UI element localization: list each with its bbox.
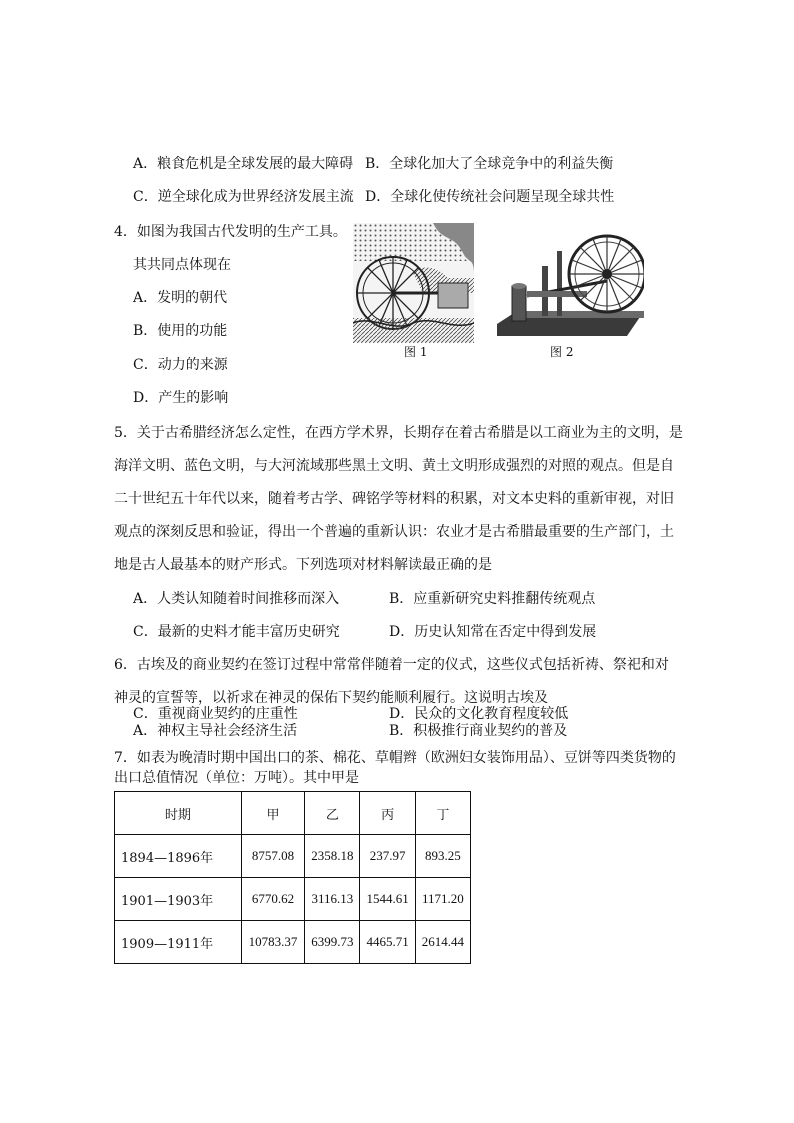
q4-option-b: B．使用的功能: [133, 323, 228, 339]
q5-stem-line-4: 观点的深刻反思和验证，得出一个普遍的重新认识：农业才是古希腊最重要的生产部门，土: [114, 524, 674, 540]
q6-option-b: B．积极推行商业契约的普及: [389, 723, 568, 739]
q3-option-b: B．全球化加大了全球竞争中的利益失衡: [365, 156, 614, 172]
q6-stem-line-2: 神灵的宣誓等，以祈求在神灵的保佑下契约能顺利履行。这说明古埃及: [114, 690, 548, 706]
q5-stem-line-2: 海洋文明、蓝色文明，与大河流域那些黑土文明、黄土文明形成强烈的对照的观点。但是自: [114, 458, 674, 474]
q5-option-a: A．人类认知随着时间推移而深入: [133, 591, 340, 607]
q5-option-b: B．应重新研究史料推翻传统观点: [389, 591, 596, 607]
table-cell: 6399.73: [305, 921, 360, 964]
figure-2-waterwheel-model: [497, 226, 644, 336]
q3-option-a: A．粮食危机是全球发展的最大障碍: [133, 156, 354, 172]
q5-option-c: C．最新的史料才能丰富历史研究: [133, 624, 340, 640]
table-cell: 10783.37: [241, 921, 305, 964]
table-cell: 2358.18: [305, 835, 360, 878]
q4-option-c: C．动力的来源: [133, 357, 228, 373]
table-row: [115, 878, 471, 921]
q6-option-d: D．民众的文化教育程度较低: [389, 706, 569, 722]
table-cell: 893.25: [415, 835, 470, 878]
table-cell: 3116.13: [305, 878, 360, 921]
table-cell: 4465.71: [360, 921, 415, 964]
table-cell: 1171.20: [415, 878, 470, 921]
q4-stem: 4．如图为我国古代发明的生产工具。: [114, 224, 347, 240]
q4-option-a: A．发明的朝代: [133, 290, 228, 306]
table-row: [115, 921, 471, 964]
table-header-cell: 时期: [115, 792, 242, 835]
q6-option-a: A．神权主导社会经济生活: [133, 723, 298, 739]
q3-option-d: D．全球化使传统社会问题呈现全球共性: [365, 189, 615, 205]
table-cell: 8757.08: [241, 835, 305, 878]
table-header-cell: 乙: [305, 792, 360, 835]
table-cell: 6770.62: [241, 878, 305, 921]
q7-stem-line-1: 7．如表为晚清时期中国出口的茶、棉花、草帽辫（欧洲妇女装饰用品）、豆饼等四类货物的: [114, 750, 676, 766]
q5-option-d: D．历史认知常在否定中得到发展: [389, 624, 597, 640]
q6-option-c: C．重视商业契约的庄重性: [133, 706, 298, 722]
table-cell: 1901—1903年: [115, 878, 242, 921]
q5-stem-line-3: 二十世纪五十年代以来，随着考古学、碑铭学等材料的积累，对文本史料的重新审视，对旧: [114, 491, 674, 507]
q6-stem-line-1: 6．古埃及的商业契约在签订过程中常常伴随着一定的仪式，这些仪式包括祈祷、祭祀和对: [114, 657, 669, 673]
table-cell: 237.97: [360, 835, 415, 878]
figure-1-waterwheel-engraving: [353, 223, 474, 343]
q7-export-table: [114, 791, 471, 964]
q4-option-d: D．产生的影响: [133, 390, 229, 406]
q4-stem-continued: 其共同点体现在: [133, 257, 231, 273]
table-header-cell: 甲: [241, 792, 305, 835]
table-header-cell: 丁: [415, 792, 470, 835]
table-header-row: [115, 792, 471, 835]
table-cell: 1909—1911年: [115, 921, 242, 964]
q3-option-c: C．逆全球化成为世界经济发展主流: [133, 189, 354, 205]
figure-1-caption: 图 1: [404, 345, 428, 359]
table-cell: 1544.61: [360, 878, 415, 921]
table-cell: 2614.44: [415, 921, 470, 964]
table-cell: 1894—1896年: [115, 835, 242, 878]
q5-stem-line-5: 地是古人最基本的财产形式。下列选项对材料解读最正确的是: [114, 557, 492, 573]
figure-2-caption: 图 2: [550, 345, 574, 359]
q7-stem-line-2: 出口总值情况（单位：万吨）。其中甲是: [114, 770, 359, 786]
q5-stem-line-1: 5．关于古希腊经济怎么定性，在西方学术界，长期存在着古希腊是以工商业为主的文明，是: [114, 425, 683, 441]
table-header-cell: 丙: [360, 792, 415, 835]
table-row: [115, 835, 471, 878]
